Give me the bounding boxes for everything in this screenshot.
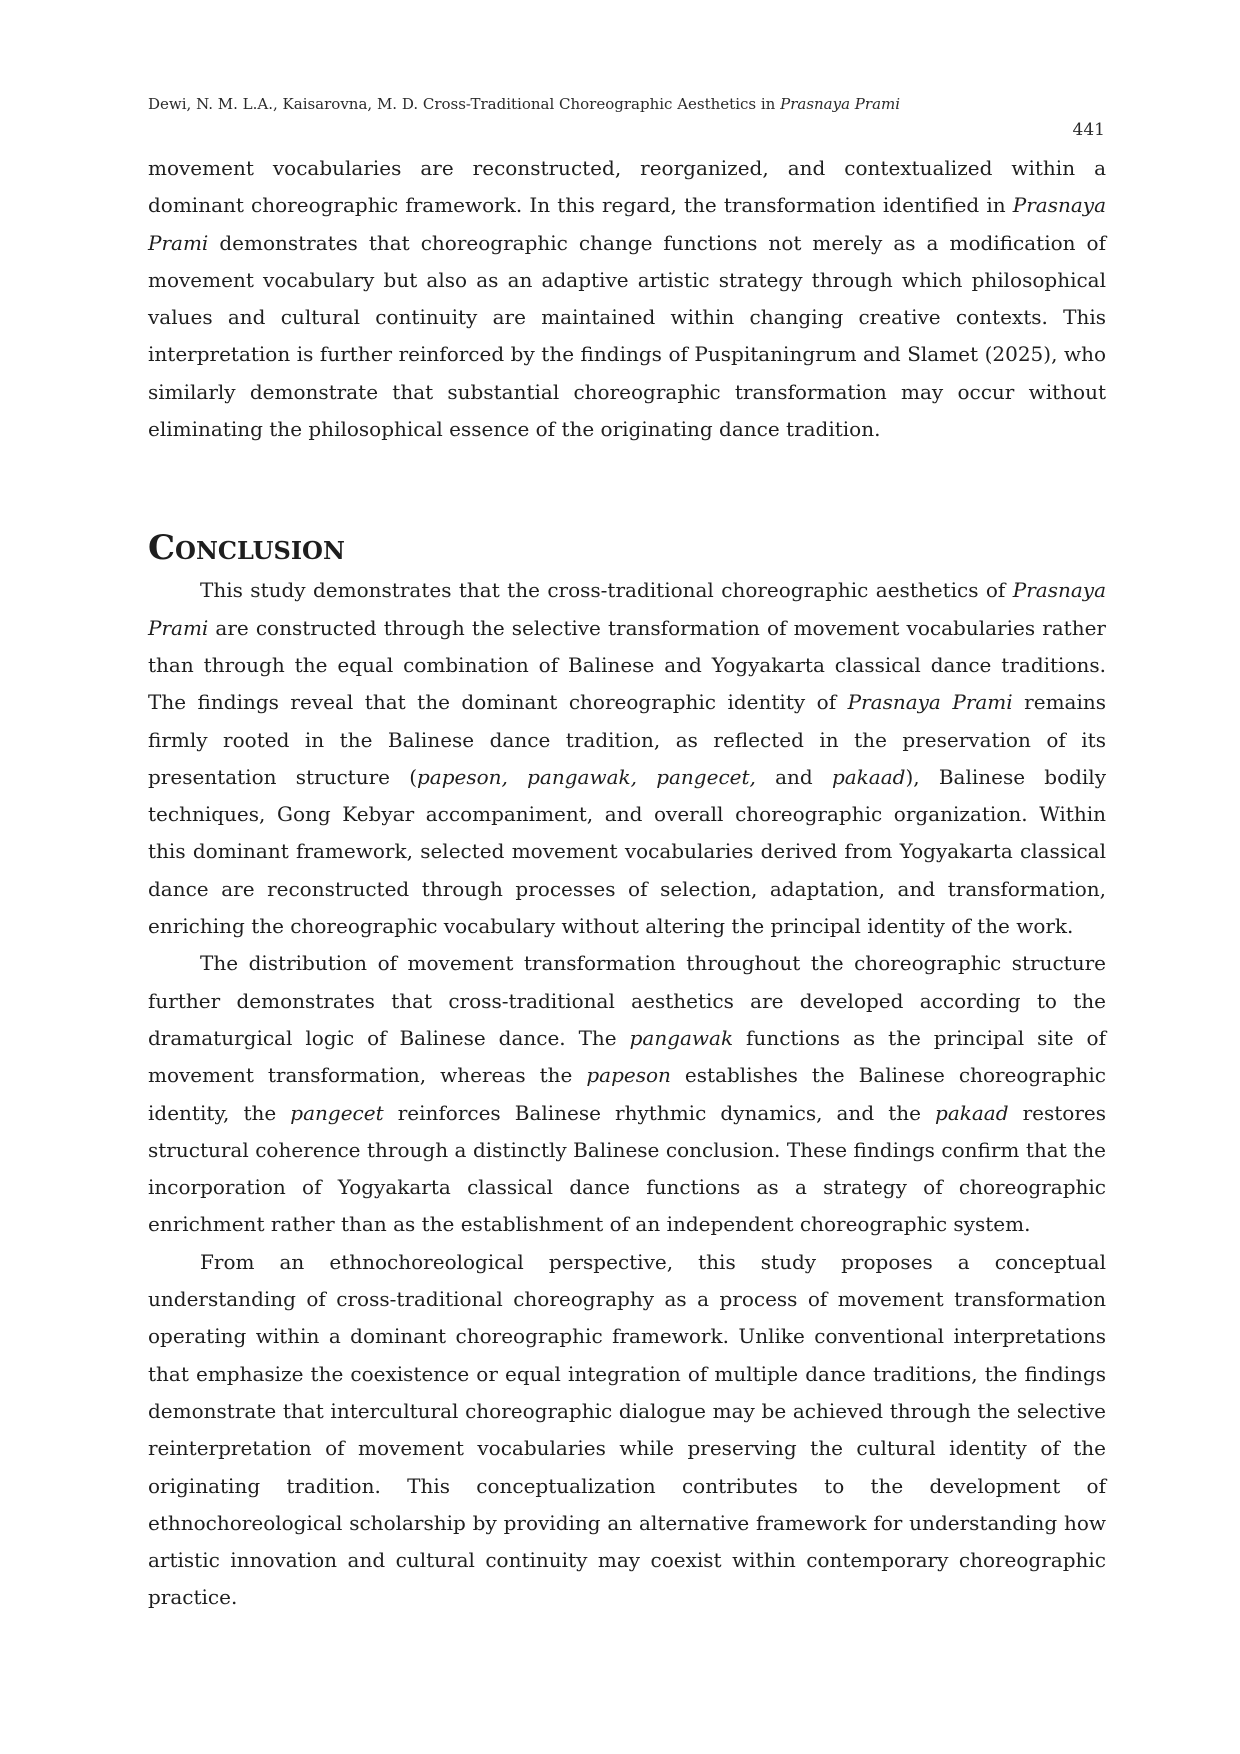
italic-term: Prasnaya Prami <box>148 578 1106 640</box>
running-header <box>148 95 900 113</box>
text-run: ), Balinese bodily techniques, Gong Kebyar accompaniment, and overall choreographic organization. Within this dominant framework, selected movement vocabularies derived from Yogyakarta classical dance are reconstructed through processes of selection, adaptation, and transformation, enriching the choreographic vocabulary without altering the principal identity of the work. <box>148 764 1107 939</box>
header-journal-title: Prasnaya Prami <box>780 95 901 113</box>
text-run: demonstrates that choreographic change functions not merely as a modification of movement vocabulary but also as an adaptive artistic strategy through which philosophical values and cultural continuity are maintained within changing creative contexts. This interpretation is further reinforced by the findings of Puspitaningrum and Slamet (2025), who similarly demonstrate that substantial choreographic transformation may occur without eliminating the philosophical essence of the originating dance tradition. <box>148 230 1106 442</box>
header-authors-title: Dewi, N. M. L.A., Kaisarovna, M. D. Cross-Traditional Choreographic Aesthetics in <box>148 95 781 113</box>
text-run: The distribution of movement transformation throughout the choreographic structure further demonstrates that cross-traditional aesthetics are developed according to the dramaturgical logic of Balinese dance. The <box>148 951 1106 1050</box>
conclusion-paragraph-1 <box>148 572 1106 945</box>
italic-term: Prasnaya Prami <box>847 690 1013 715</box>
page-number: 441 <box>1072 120 1105 140</box>
text-run: restores structural coherence through a distinctly Balinese conclusion. These findings confirm that the incorporation of Yogyakarta classical dance functions as a strategy of choreographic enrichment rather than as the establishment of an independent choreographic system. <box>148 1100 1107 1237</box>
italic-term: pangawak <box>629 1025 734 1050</box>
text-run: movement vocabularies are reconstructed, reorganized, and contextualized within a dominant choreographic framework. In this regard, the transformation identified in <box>148 156 1106 218</box>
italic-term: papeson <box>586 1063 671 1088</box>
italic-term: pangecet <box>290 1100 384 1125</box>
text-run: functions as the principal site of movement transformation, whereas the <box>148 1025 1106 1088</box>
italic-term: papeson, pangawak, pangecet, <box>417 764 756 789</box>
text-run: are constructed through the selective transformation of movement vocabularies rather than through the equal combination of Balinese and Yogyakarta classical dance traditions. The findings reveal that the dominant choreographic identity of <box>148 615 1106 715</box>
section-heading-conclusion: Conclusion <box>148 528 345 569</box>
text-run: From an ethnochoreological perspective, this study proposes a conceptual understanding of cross-traditional choreography as a process of movement transformation operating within a dominant choreographic framework. Unlike conventional interpretations that emphasize the coexistence or equal integration of multiple dance traditions, the findings demonstrate that intercultural choreographic dialogue may be achieved through the selective reinterpretation of movement vocabularies while preserving the cultural identity of the originating tradition. This conceptualization contributes to the development of ethnochoreological scholarship by providing an alternative framework for understanding how artistic innovation and cultural continuity may coexist within contemporary choreographic practice. <box>148 1249 1106 1610</box>
italic-term: Prasnaya Prami <box>148 193 1106 255</box>
page-content <box>148 150 1106 1617</box>
text-run: This study demonstrates that the cross-traditional choreographic aesthetics of <box>200 578 1013 603</box>
conclusion-paragraph-2 <box>148 945 1106 1243</box>
italic-term: pakaad <box>935 1100 1009 1125</box>
intro-paragraph <box>148 150 1106 448</box>
text-run: establishes the Balinese choreographic identity, the <box>148 1063 1106 1125</box>
conclusion-paragraph-3 <box>148 1244 1106 1617</box>
text-run: and <box>755 764 832 789</box>
text-run: reinforces Balinese rhythmic dynamics, and the <box>383 1100 936 1125</box>
text-run: remains firmly rooted in the Balinese dance tradition, as reflected in the preservation of its presentation structure ( <box>148 690 1107 789</box>
italic-term: pakaad <box>831 764 906 789</box>
